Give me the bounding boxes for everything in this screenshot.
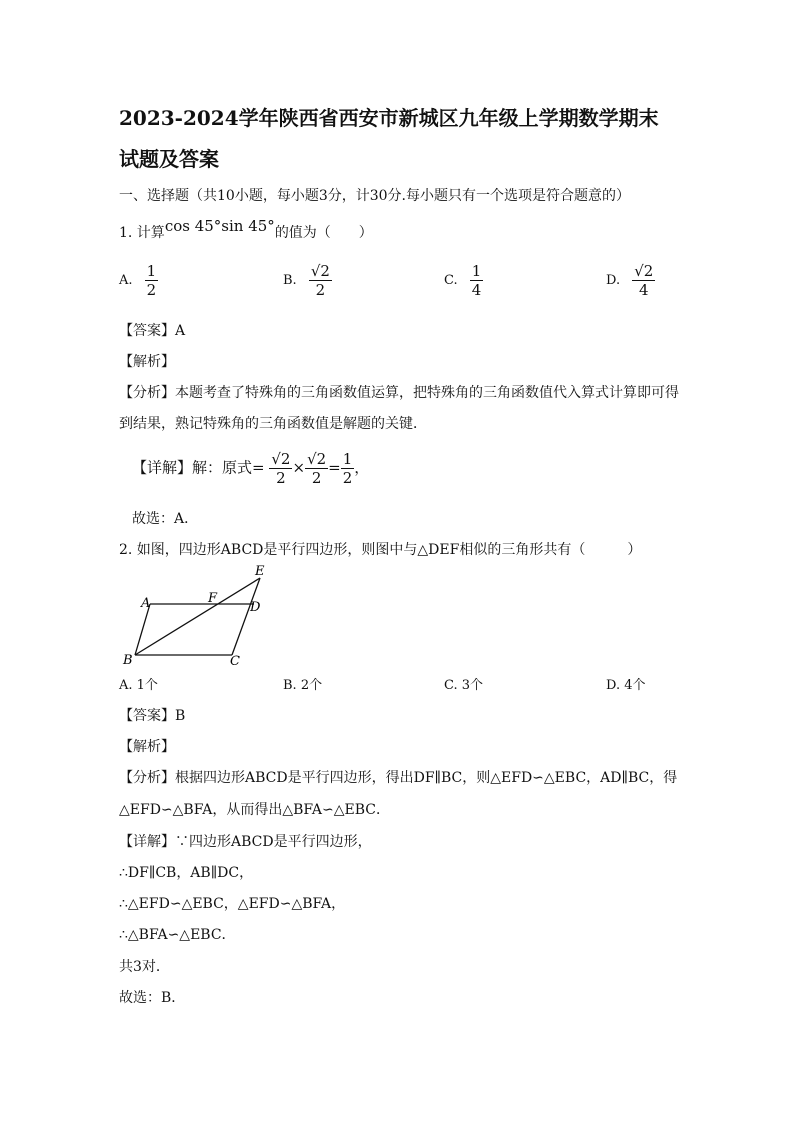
q1-xiangjie-label: 【详解】解：原式 — [132, 458, 253, 477]
q1-answer: 【答案】A — [119, 323, 186, 339]
q1-xiangjie-eq: = — [252, 458, 265, 477]
q1-option-b-label: B. — [283, 273, 297, 288]
q1-option-c-den: 4 — [471, 281, 482, 299]
figure-line-ce — [232, 578, 260, 655]
q1-option-c — [444, 262, 483, 299]
q1-option-c-num: 1 — [471, 262, 482, 280]
figure-label-b: B — [123, 653, 133, 668]
q1-option-a-frac — [145, 262, 159, 299]
q1-option-a-num: 1 — [146, 262, 157, 280]
q1-option-a — [119, 262, 158, 299]
q1-xiangjie-end: ， — [354, 458, 370, 477]
q2-option-a: A. 1个 — [119, 678, 158, 693]
q1-option-b — [283, 262, 332, 299]
figure-label-d: D — [250, 600, 261, 615]
q2-stem: 2. 如图，四边形ABCD是平行四边形，则图中与△DEF相似的三角形共有（ ） — [119, 542, 642, 558]
q1-expr: cos 45°sin 45° — [164, 217, 275, 235]
q1-xiangjie — [132, 450, 369, 487]
q1-option-c-label: C. — [444, 273, 458, 288]
q1-xiangjie-frac3-den: 2 — [342, 469, 353, 487]
q1-option-d-label: D. — [606, 273, 621, 288]
q1-xiangjie-eq2: = — [328, 458, 341, 477]
q2-answer: 【答案】B — [119, 708, 186, 724]
figure-label-a: A — [141, 596, 151, 611]
q1-xiangjie-frac2-num: √2 — [307, 450, 327, 468]
q1-prefix: 1. 计算 — [119, 225, 165, 241]
q1-option-c-frac — [470, 262, 484, 299]
figure-label-c: C — [230, 654, 240, 669]
q2-fenxi-line1: 【分析】根据四边形ABCD是平行四边形，得出DF∥BC，则△EFD∽△EBC，AD∥BC，得 — [119, 770, 678, 786]
figure-label-e: E — [255, 564, 265, 579]
q1-xiangjie-frac1-den: 2 — [276, 469, 286, 487]
q1-suffix: 的值为（ ） — [274, 225, 373, 241]
q2-option-d: D. 4个 — [606, 678, 646, 693]
q1-choose: 故选：A． — [132, 511, 199, 527]
page-title-line2: 试题及答案 — [119, 147, 219, 171]
q1-option-d — [606, 262, 655, 299]
q1-option-a-label: A. — [119, 273, 133, 288]
q2-xiangjie-line1: 【详解】∵四边形ABCD是平行四边形， — [119, 834, 372, 850]
q2-option-b: B. 2个 — [283, 678, 323, 693]
q1-stem — [119, 217, 373, 243]
q2-analysis-head: 【解析】 — [119, 739, 175, 755]
figure-line-be — [135, 578, 260, 655]
q2-xiangjie-line4: ∴△BFA∽△EBC． — [119, 927, 236, 943]
q2-xiangjie-line2: ∴DF∥CB，AB∥DC， — [119, 865, 254, 881]
q1-xiangjie-frac2-den: 2 — [311, 469, 322, 487]
q1-fenxi-line1: 【分析】本题考查了特殊角的三角函数值运算，把特殊角的三角函数值代入算式计算即可得 — [119, 385, 679, 401]
q1-xiangjie-frac2 — [305, 450, 328, 487]
q1-option-b-den: 2 — [315, 281, 326, 299]
page-title-line1: 2023-2024学年陕西省西安市新城区九年级上学期数学期末 — [119, 106, 659, 130]
q1-xiangjie-frac3 — [341, 450, 355, 487]
q1-option-d-num: √2 — [634, 262, 654, 280]
q1-fenxi-line2: 到结果，熟记特殊角的三角函数值是解题的关键． — [119, 416, 427, 432]
q1-option-d-frac — [632, 262, 655, 299]
q2-option-c: C. 3个 — [444, 678, 484, 693]
q1-xiangjie-frac1 — [269, 450, 292, 487]
q1-option-b-num: √2 — [310, 262, 330, 280]
q2-parallelogram-figure — [119, 560, 279, 672]
q1-xiangjie-frac3-num: 1 — [342, 450, 353, 468]
q2-xiangjie-line5: 共3对． — [119, 959, 170, 975]
figure-label-f: F — [208, 591, 218, 606]
q2-fenxi-line2: △EFD∽△BFA，从而得出△BFA∽△EBC． — [119, 802, 390, 818]
q1-analysis-head: 【解析】 — [119, 354, 175, 370]
q1-option-d-den: 4 — [639, 281, 649, 299]
q1-option-b-frac — [309, 262, 332, 299]
q2-choose: 故选：B． — [119, 990, 186, 1006]
section-heading: 一、选择题（共10小题，每小题3分，计30分.每小题只有一个选项是符合题意的） — [119, 188, 630, 204]
q1-option-a-den: 2 — [146, 281, 157, 299]
q1-xiangjie-times: × — [292, 458, 306, 477]
q1-xiangjie-frac1-num: √2 — [271, 450, 291, 468]
q2-xiangjie-line3: ∴△EFD∽△EBC，△EFD∽△BFA， — [119, 896, 346, 912]
